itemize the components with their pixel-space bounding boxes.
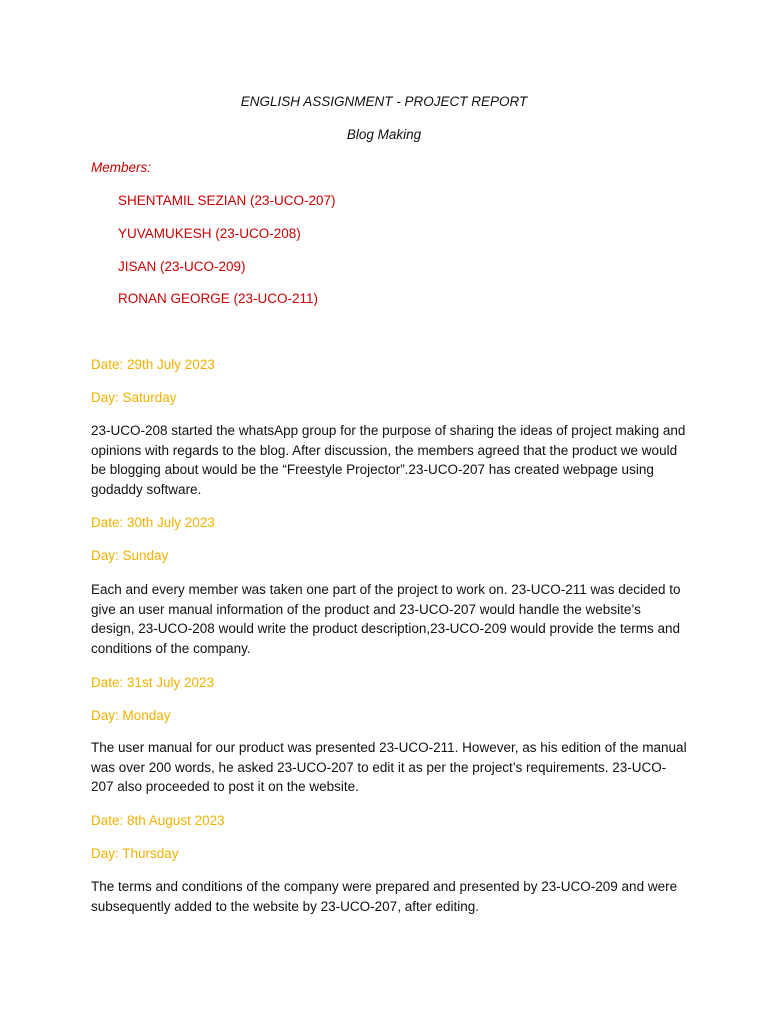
entry-text: The user manual for our product was presented 23-UCO-211. However, as his edition of the manual was over 200 words, he asked 23-UCO-207 to edit it as per the project’s requirements. 23-UCO-207 also proceeded to post it on the website. (91, 740, 687, 795)
entry-text: The terms and conditions of the company were prepared and presented by 23-UCO-209 and were subsequently added to the website by 23-UCO-207, after editing. (91, 879, 678, 914)
member-item: JISAN (23-UCO-209) (118, 259, 246, 274)
entry-text: Each and every member was taken one part of the project to work on. 23-UCO-211 was decided to give an user manual information of the product and 23-UCO-207 would handle the website’s design, 23-UCO-208 would write the product description,23-UCO-209 would provide the terms and conditions of the company. (91, 582, 681, 656)
entry-date: Date: 31st July 2023 (91, 675, 215, 690)
entry-day: Day: Sunday (91, 548, 169, 563)
member-item: YUVAMUKESH (23-UCO-208) (118, 226, 301, 241)
entry-text: 23-UCO-208 started the whatsApp group for the purpose of sharing the ideas of project making and opinions with regards to the blog. After discussion, the members agreed that the product we would be blogging about would be the “Freestyle Projector”.23-UCO-207 has created webpage using godaddy software. (91, 423, 686, 497)
entry-date: Date: 29th July 2023 (91, 357, 215, 372)
member-item: SHENTAMIL SEZIAN (23-UCO-207) (118, 193, 336, 208)
document-title: ENGLISH ASSIGNMENT - PROJECT REPORT (240, 94, 528, 109)
entry-day: Day: Saturday (91, 390, 177, 405)
members-heading: Members: (91, 160, 152, 175)
document-subtitle: Blog Making (346, 127, 422, 142)
entry-date: Date: 8th August 2023 (91, 813, 225, 828)
entry-day: Day: Monday (91, 708, 171, 723)
member-item: RONAN GEORGE (23-UCO-211) (118, 291, 319, 306)
entry-date: Date: 30th July 2023 (91, 515, 215, 530)
entry-day: Day: Thursday (91, 846, 179, 861)
